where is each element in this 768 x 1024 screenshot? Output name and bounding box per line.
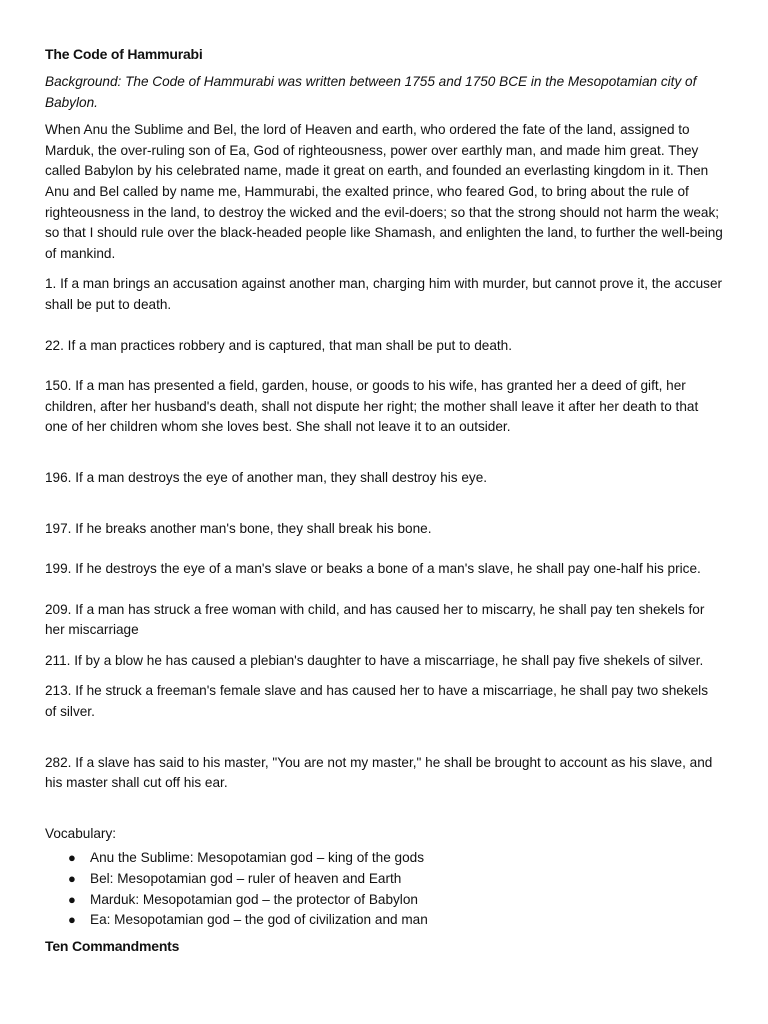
document-title: The Code of Hammurabi <box>45 46 203 62</box>
bullet-icon: ● <box>68 850 76 866</box>
next-section-title: Ten Commandments <box>45 937 180 954</box>
law-22: 22. If a man practices robbery and is captured, that man shall be put to death. <box>45 337 512 353</box>
law-282: 282. If a slave has said to his master, "You are not my master," he shall be brought to account as his slave, and his master shall cut off his ear. <box>45 754 713 791</box>
prologue-paragraph: When Anu the Sublime and Bel, the lord of Heaven and earth, who ordered the fate of the land, assigned to Marduk, the over-ruling son of Ea, God of righteousness, power over earthly man, and made him great. They called Babylon by his celebrated name, made it great on earth, and founded an everlasting kingdom in it. Then Anu and Bel called by name me, Hammurabi, the exalted prince, who feared God, to bring about the rule of righteousness in the land, to destroy the wicked and the evil-doers; so that the strong should not harm the weak; so that I should rule over the black-headed people like Shamash, and enlighten the land, to further the well-being of mankind. <box>45 122 723 261</box>
vocabulary-item: ● Bel: Mesopotamian god – ruler of heaven and Earth <box>90 869 723 890</box>
vocabulary-item: ● Anu the Sublime: Mesopotamian god – king of the gods <box>90 848 723 869</box>
vocabulary-item: ● Ea: Mesopotamian god – the god of civilization and man <box>90 910 723 931</box>
law-196: 196. If a man destroys the eye of another man, they shall destroy his eye. <box>45 469 488 485</box>
vocabulary-list <box>45 848 723 930</box>
vocabulary-label: Vocabulary: <box>45 825 117 841</box>
bullet-icon: ● <box>68 871 76 887</box>
law-209: 209. If a man has struck a free woman with child, and has caused her to miscarry, he shall pay ten shekels for her miscarriage <box>45 601 705 638</box>
bullet-icon: ● <box>68 891 76 907</box>
law-211: 211. If by a blow he has caused a plebian's daughter to have a miscarriage, he shall pay five shekels of silver. <box>45 652 704 668</box>
bullet-icon: ● <box>68 912 76 928</box>
law-197: 197. If he breaks another man's bone, they shall break his bone. <box>45 520 432 536</box>
law-1: 1. If a man brings an accusation against another man, charging him with murder, but cannot prove it, the accuser shall be put to death. <box>45 276 723 312</box>
background-note: Background: The Code of Hammurabi was written between 1755 and 1750 BCE in the Mesopotamian city of Babylon. <box>45 74 697 110</box>
law-213: 213. If he struck a freeman's female slave and has caused her to have a miscarriage, he shall pay two shekels of silver. <box>45 683 709 720</box>
law-199: 199. If he destroys the eye of a man's slave or beaks a bone of a man's slave, he shall pay one-half his price. <box>45 561 701 577</box>
vocabulary-item: ● Marduk: Mesopotamian god – the protector of Babylon <box>90 890 723 911</box>
law-150: 150. If a man has presented a field, garden, house, or goods to his wife, has granted her a deed of gift, her children, after her husband's death, shall not dispute her right; the mother shall leave it after her death to that one of her children whom she loves best. She shall not leave it to an outsider. <box>45 378 699 435</box>
